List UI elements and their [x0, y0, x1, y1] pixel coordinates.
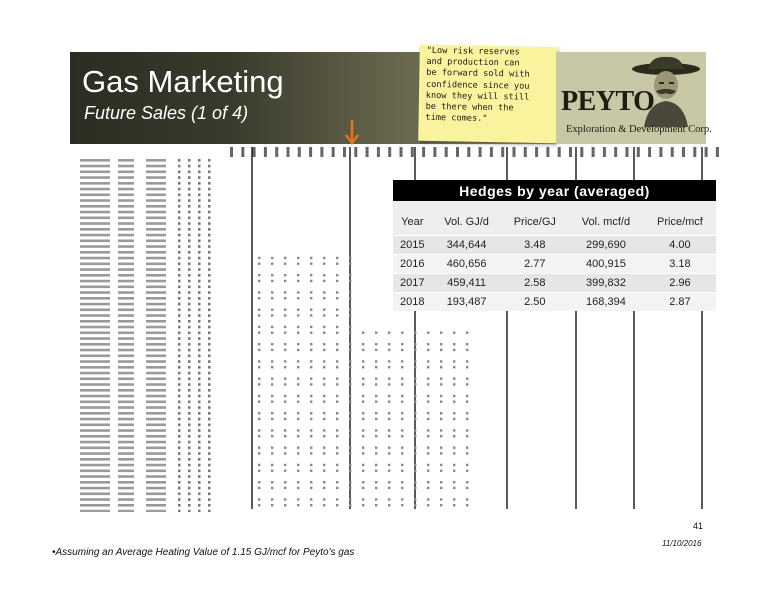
column-header: Vol. GJ/d — [431, 201, 501, 235]
table-cell: 2016 — [393, 254, 431, 273]
column-header: Year — [393, 201, 431, 235]
table-cell: 2.96 — [644, 273, 716, 292]
company-logo-name: PEYTO — [561, 86, 655, 117]
table-cell: 344,644 — [431, 235, 501, 254]
table-cell: 193,487 — [431, 292, 501, 311]
hedges-table-caption: Hedges by year (averaged) — [393, 180, 716, 201]
column-header: Price/mcf — [644, 201, 716, 235]
table-row — [393, 292, 716, 311]
page-title: Gas Marketing — [82, 64, 284, 99]
table-cell: 2015 — [393, 235, 431, 254]
hedges-table — [393, 180, 716, 311]
table-cell: 2.77 — [502, 254, 568, 273]
table-cell: 460,656 — [431, 254, 501, 273]
slide-date: 11/10/2016 — [662, 539, 702, 548]
table-cell: 2018 — [393, 292, 431, 311]
company-logo-tagline: Exploration & Development Corp. — [566, 124, 712, 135]
table-cell: 2.50 — [502, 292, 568, 311]
footnote: •Assuming an Average Heating Value of 1.15 GJ/mcf for Peyto's gas — [52, 547, 355, 558]
table-cell: 2.58 — [502, 273, 568, 292]
table-cell: 2.87 — [644, 292, 716, 311]
down-arrow-icon — [345, 120, 359, 146]
table-row — [393, 254, 716, 273]
table-row — [393, 235, 716, 254]
table-cell: 3.18 — [644, 254, 716, 273]
table-cell: 2017 — [393, 273, 431, 292]
column-header: Price/GJ — [502, 201, 568, 235]
column-header: Vol. mcf/d — [568, 201, 644, 235]
table-cell: 400,915 — [568, 254, 644, 273]
table-row — [393, 273, 716, 292]
page-subtitle: Future Sales (1 of 4) — [84, 103, 249, 123]
table-cell: 3.48 — [502, 235, 568, 254]
table-cell: 459,411 — [431, 273, 501, 292]
table-cell: 399,832 — [568, 273, 644, 292]
table-cell: 168,394 — [568, 292, 644, 311]
page-number: 41 — [693, 521, 704, 531]
table-cell: 4.00 — [644, 235, 716, 254]
table-cell: 299,690 — [568, 235, 644, 254]
sticky-note-quote: "Low risk reserves and production can be forward sold with confidence since you know they will still be there when the time comes." — [425, 45, 530, 125]
